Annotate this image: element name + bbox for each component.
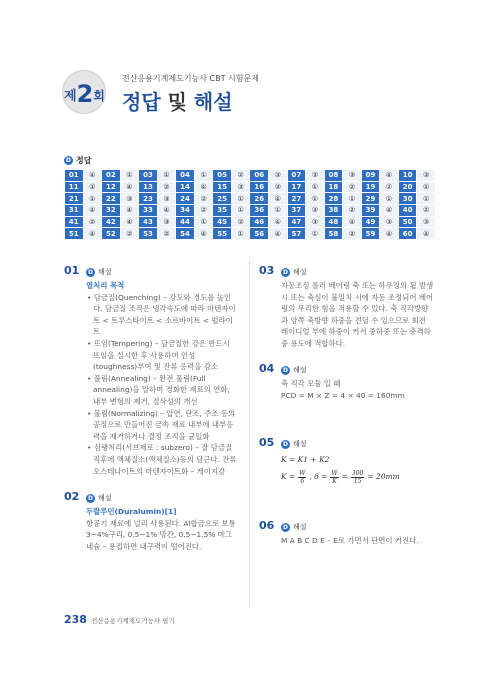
answer-cell: ④ [157,205,176,217]
question-number-cell: 12 [102,181,121,193]
answer-row [65,193,436,205]
question-number-cell: 05 [213,170,232,182]
d-mark-icon: D [281,366,290,375]
question-number-cell: 53 [139,228,158,240]
question-number-cell: 46 [250,216,269,228]
question-number-cell: 56 [250,228,269,240]
question-number-cell: 44 [176,216,195,228]
question-number: 01 [64,264,80,277]
answer-cell: ① [417,181,436,193]
q01-explanation [86,280,238,477]
question-number-cell: 42 [102,216,121,228]
question-number-cell: 33 [139,205,158,217]
question-number-cell: 21 [65,193,84,205]
page-title: 정답 및 해설 [122,90,233,114]
explanation-label: D 해설 [88,494,112,502]
answer-cell: ① [157,170,176,182]
answer-cell: ③ [306,216,325,228]
answer-cell: ② [194,205,213,217]
answer-cell: ③ [306,205,325,217]
answer-cell: ② [417,205,436,217]
question-number-cell: 27 [287,193,306,205]
explanation-label: D 해설 [283,366,307,374]
answer-cell: ③ [120,193,139,205]
question-number-cell: 30 [398,193,417,205]
q02-explanation [86,506,238,552]
question-number-cell: 24 [176,193,195,205]
question-number-cell: 49 [361,216,380,228]
answer-cell: ④ [269,228,288,240]
question-number-cell: 60 [398,228,417,240]
answer-cell: ④ [380,228,399,240]
question-number-cell: 06 [250,170,269,182]
d-mark-icon: D [86,494,95,503]
question-number-cell: 04 [176,170,195,182]
answer-cell: ① [83,181,102,193]
answer-row [65,228,436,240]
question-number-cell: 57 [287,228,306,240]
q03-text: 자동조심 롤러 베어링 축 또는 하우징의 휨 발생 시 또는 축심이 불일치 시에 자동 조정되어 베어링의 무리한 힘을 적용할 수 있다. 축 직각방향과 양쪽 축방향 하중을 견딜 수 있으므로 회전 레이디얼 부에 하중이 커서 중하중 또는 충격하중 용도에 적합하다. [281,281,434,348]
question-number-cell: 07 [287,170,306,182]
question-number-cell: 29 [361,193,380,205]
d-mark-icon: D [86,268,95,277]
round-number: 2 [76,80,94,108]
exam-subtitle: 전산응용기계제도기능사 CBT 시험문제 [122,74,259,83]
question-number-cell: 01 [65,170,84,182]
answer-cell: ③ [417,216,436,228]
q01-bullet: • 풀림(Annealing) – 완전 풀림(Full annealing)을 말하며 경화한 재료의 연화, 내부 변형의 제거, 절삭성의 개선 [87,373,230,406]
q04-line: 축 직각 모듈 일 때 [281,379,341,388]
q03-explanation [281,280,435,350]
question-number-cell: 02 [102,170,121,182]
q02-text: 항공기 재료에 널리 사용된다. Al합금으로 보통 3~4%구리, 0.5~1% 망간, 0.5~1.5% 마그네슘 – 용접하면 내구력이 떨어진다. [86,518,236,551]
answer-cell: ④ [417,228,436,240]
question-number-cell: 54 [176,228,195,240]
question-number-cell: 15 [213,181,232,193]
question-number-cell: 09 [361,170,380,182]
answer-cell: ② [157,181,176,193]
formula-line: K = $\frac{W}{\delta}$ , δ = $\frac{W}{K}$ = $\frac{300}{15}$ = 20mm [281,469,400,485]
answer-cell: ② [343,205,362,217]
question-number-cell: 25 [213,193,232,205]
answer-cell: ① [417,193,436,205]
question-number-cell: 55 [213,228,232,240]
q04-explanation [281,378,435,401]
answer-cell: ④ [120,216,139,228]
answer-cell: ④ [269,216,288,228]
question-number-cell: 26 [250,193,269,205]
answer-cell: ② [343,181,362,193]
question-number-cell: 35 [213,205,232,217]
answer-row [65,205,436,217]
question-number-cell: 11 [65,181,84,193]
q04-line: PCD = M × Z = 4 × 40 = 160mm [281,390,405,400]
answer-cell: ② [157,228,176,240]
question-number-cell: 17 [287,181,306,193]
answer-cell: ① [231,205,250,217]
answer-cell: ③ [343,170,362,182]
question-number-cell: 50 [398,216,417,228]
question-number-cell: 41 [65,216,84,228]
answer-cell: ③ [380,216,399,228]
question-number-cell: 31 [65,205,84,217]
question-number-cell: 20 [398,181,417,193]
answer-cell: ① [306,181,325,193]
answer-cell: ① [194,170,213,182]
answer-cell: ② [194,193,213,205]
d-mark-icon: D [281,440,290,449]
question-number-cell: 52 [102,228,121,240]
fraction: $\frac{300}{15}$ [351,469,364,485]
column-divider [249,262,250,606]
answer-cell: ④ [380,170,399,182]
question-number-cell: 19 [361,181,380,193]
answer-cell: ④ [380,205,399,217]
question-number: 06 [259,519,275,532]
answer-cell: ① [343,193,362,205]
answer-cell: ② [83,216,102,228]
answer-cell: ② [269,181,288,193]
answer-row [65,170,436,182]
round-label: 제2회 [64,80,105,108]
question-number-cell: 34 [176,205,195,217]
question-number: 03 [259,264,275,277]
question-number-cell: 03 [139,170,158,182]
question-number: 04 [259,362,275,375]
answer-cell: ② [231,170,250,182]
question-number-cell: 36 [250,205,269,217]
question-number-cell: 58 [324,228,343,240]
formula-line: K = K1 + K2 [281,455,330,464]
q06-text: M A B C D E – E로 가면서 단면이 커진다. [281,536,419,545]
book-title: 전산응용기계제도기능사 필기 [90,617,175,625]
question-number-cell: 39 [361,205,380,217]
question-number-cell: 28 [324,193,343,205]
question-number-cell: 23 [139,193,158,205]
question-number-cell: 47 [287,216,306,228]
answer-cell: ① [306,228,325,240]
answer-cell: ① [269,205,288,217]
question-number-cell: 18 [324,181,343,193]
answer-cell: ③ [157,216,176,228]
q01-bullet: • 불림(Normalizing) – 압연, 단조, 주조 등의 공정으로 만들어진 금속 재료 내부에 내부응력을 제거하거나 결정 조직을 균일화 [87,408,236,441]
answer-cell: ④ [120,181,139,193]
q01-bullet: • 심랭처리(서브제로 : subzero) – 잘 담금질 직후에 액체질소(액체질소)등의 담근다. 잔류 오스테나이트의 마텐자이트화 – 게이지강 [87,443,237,476]
q06-explanation [281,535,435,547]
answer-cell: ④ [194,228,213,240]
answer-cell: ③ [306,170,325,182]
answer-cell: ② [231,216,250,228]
q01-bullet: • 뜨임(Tempering) – 담금질한 강은 반드시 뜨임을 실시한 후 사용하며 인성(toughness)부여 및 잔류 응력을 감소 [87,338,230,372]
answer-cell: ① [120,170,139,182]
answer-cell: ② [380,181,399,193]
d-mark-icon: D [281,523,290,532]
question-number-cell: 45 [213,216,232,228]
page-number: 238 [64,613,87,626]
page-footer [64,613,175,626]
explanation-label: D 해설 [283,440,307,448]
question-number-cell: 13 [139,181,158,193]
answer-cell: ① [83,193,102,205]
answer-cell: ① [231,228,250,240]
answer-cell: ② [343,228,362,240]
answer-cell: ① [380,193,399,205]
chapter-header [48,68,468,118]
q02-heading: 두랄루민(Duralumin)[1] [86,507,177,516]
question-number-cell: 43 [139,216,158,228]
answer-cell: ④ [83,228,102,240]
answer-cell: ④ [83,205,102,217]
question-number: 02 [64,490,80,503]
explanation-label: D 해설 [283,268,307,276]
question-number: 05 [259,436,275,449]
question-number-cell: 32 [102,205,121,217]
answer-cell: ③ [157,193,176,205]
question-number-cell: 37 [287,205,306,217]
d-mark-icon: D [281,268,290,277]
question-number-cell: 16 [250,181,269,193]
question-number-cell: 48 [324,216,343,228]
question-number-cell: 40 [398,205,417,217]
fraction: $\frac{W}{\delta}$ [299,469,306,485]
question-number-cell: 22 [102,193,121,205]
answer-cell: ④ [343,216,362,228]
answers-section-label: D 정답 [66,156,92,165]
answer-cell: ④ [269,193,288,205]
answer-cell: ④ [120,205,139,217]
answer-row [65,216,436,228]
answer-cell: ③ [231,181,250,193]
question-number-cell: 08 [324,170,343,182]
answer-cell: ① [231,193,250,205]
answer-cell: ③ [269,170,288,182]
answer-row [65,181,436,193]
question-number-cell: 51 [65,228,84,240]
question-number-cell: 14 [176,181,195,193]
answer-cell: ④ [83,170,102,182]
question-number-cell: 59 [361,228,380,240]
answer-cell: ④ [194,181,213,193]
answer-cell: ③ [417,170,436,182]
q05-explanation [281,454,435,485]
question-number-cell: 38 [324,205,343,217]
q01-heading: 열처리 목적 [86,281,125,290]
question-number-cell: 10 [398,170,417,182]
answer-cell: ① [306,193,325,205]
explanation-label: D 해설 [88,268,112,276]
answer-cell: ② [120,228,139,240]
answer-table [64,169,436,240]
explanation-label: D 해설 [283,523,307,531]
answer-cell: ① [194,216,213,228]
d-mark-icon: D [64,156,73,165]
fraction: $\frac{W}{K}$ [331,469,338,485]
q01-bullet: • 담금질(Quenching) – 강도와 경도를 높인다. 담금질 조직은 냉각속도에 따라 마텐자이트 < 트루스타이트 < 소르바이트 < 펄라이트 [87,292,236,337]
